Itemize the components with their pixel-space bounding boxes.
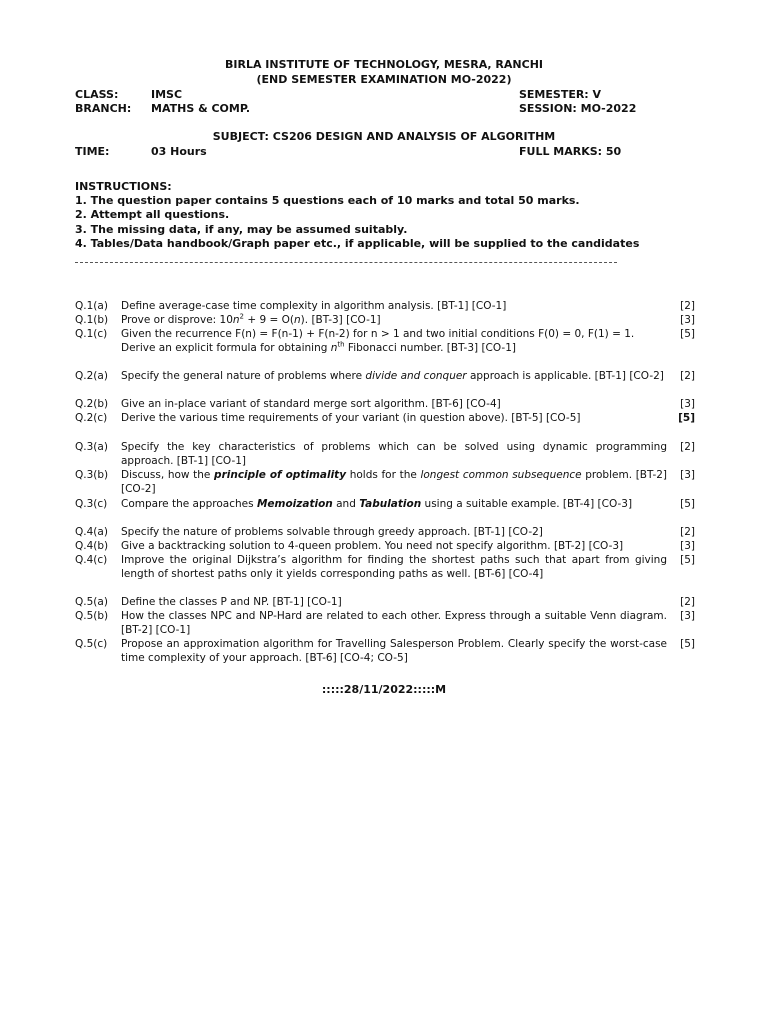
instructions-title: INSTRUCTIONS: bbox=[75, 180, 172, 193]
question-text: Specify the general nature of problems where divide and conquer approach is applicable. [BT-1] [CO-2] bbox=[121, 370, 664, 382]
question-number: Q.4(b) bbox=[75, 540, 109, 552]
question-number: Q.5(b) bbox=[75, 610, 109, 622]
question-marks: [3] bbox=[680, 540, 695, 552]
divider-line bbox=[75, 262, 617, 263]
question-text: Specify the key characteristics of problems which can be solved using dynamic programming approach. [BT-1] [CO-1] bbox=[121, 441, 667, 467]
instruction-item: 4. Tables/Data handbook/Graph paper etc., if applicable, will be supplied to the candidates bbox=[75, 236, 640, 250]
question-text: Improve the original Dijkstra’s algorithm for finding the shortest paths such that apart from giving length of shortest paths only it yields corresponding paths as well. [BT-6] [CO-4] bbox=[121, 554, 667, 580]
full-marks: FULL MARKS: 50 bbox=[519, 145, 622, 158]
question-2a bbox=[75, 369, 695, 383]
question-text: Give a backtracking solution to 4-queen problem. You need not specify algorithm. [BT-2] [CO-3] bbox=[121, 540, 624, 552]
class-label: CLASS: bbox=[75, 88, 119, 101]
question-3a bbox=[75, 440, 695, 468]
question-number: Q.3(c) bbox=[75, 498, 108, 510]
question-3b bbox=[75, 468, 695, 496]
question-marks: [3] bbox=[680, 610, 695, 622]
question-text: Prove or disprove: $10n^2 + 9 = O(n)$. [BT-3] [CO-1] bbox=[121, 312, 381, 326]
question-number: Q.3(a) bbox=[75, 441, 108, 453]
question-text: Define average-case time complexity in algorithm analysis. [BT-1] [CO-1] bbox=[121, 300, 507, 312]
question-3c bbox=[75, 497, 695, 511]
question-text: Define the classes P and NP. [BT-1] [CO-1] bbox=[121, 596, 342, 608]
question-number: Q.5(a) bbox=[75, 596, 108, 608]
question-marks: [5] bbox=[678, 412, 695, 424]
question-text: How the classes NPC and NP-Hard are related to each other. Express through a suitable Venn diagram. [BT-2] [CO-1] bbox=[121, 610, 667, 636]
question-number: Q.1(a) bbox=[75, 300, 108, 312]
instruction-item: 2. Attempt all questions. bbox=[75, 208, 230, 222]
instructions bbox=[75, 180, 639, 251]
question-4b bbox=[75, 539, 695, 553]
question-number: Q.3(b) bbox=[75, 469, 109, 481]
time-value: 03 Hours bbox=[151, 145, 207, 158]
question-text: Propose an approximation algorithm for Travelling Salesperson Problem. Clearly specify the worst-case time complexity of your approach. [BT-6] [CO-4; CO-5] bbox=[121, 638, 667, 664]
question-marks: [2] bbox=[680, 526, 695, 538]
question-text: Compare the approaches Memoization and Tabulation using a suitable example. [BT-4] [CO-3] bbox=[121, 498, 633, 510]
question-1a bbox=[75, 299, 695, 313]
question-2c bbox=[75, 411, 695, 425]
footer-date: :::::28/11/2022:::::M bbox=[321, 683, 447, 696]
question-marks: [5] bbox=[680, 638, 695, 650]
question-number: Q.2(a) bbox=[75, 370, 108, 382]
class-value: IMSC bbox=[151, 88, 183, 101]
question-number: Q.2(c) bbox=[75, 412, 108, 424]
question-number: Q.1(b) bbox=[75, 314, 109, 326]
question-marks: [2] bbox=[680, 596, 695, 608]
question-marks: [2] bbox=[680, 370, 695, 382]
question-number: Q.2(b) bbox=[75, 398, 109, 410]
question-number: Q.4(a) bbox=[75, 526, 108, 538]
question-1c bbox=[75, 327, 695, 355]
session: SESSION: MO-2022 bbox=[519, 102, 637, 115]
branch-label: BRANCH: bbox=[75, 102, 132, 115]
question-number: Q.4(c) bbox=[75, 554, 108, 566]
branch-value: MATHS & COMP. bbox=[151, 102, 251, 115]
question-marks: [3] bbox=[680, 469, 695, 481]
question-2b bbox=[75, 397, 695, 411]
subject: SUBJECT: CS206 DESIGN AND ANALYSIS OF ALGORITHM bbox=[212, 130, 556, 143]
question-marks: [2] bbox=[680, 441, 695, 453]
question-5c bbox=[75, 637, 695, 665]
question-4c bbox=[75, 553, 695, 581]
question-marks: [5] bbox=[680, 554, 695, 566]
institute-name: BIRLA INSTITUTE OF TECHNOLOGY, MESRA, RANCHI bbox=[225, 58, 543, 71]
question-5a bbox=[75, 595, 695, 609]
question-marks: [3] bbox=[680, 398, 695, 410]
question-text: Specify the nature of problems solvable through greedy approach. [BT-1] [CO-2] bbox=[121, 526, 543, 538]
question-text: Give an in-place variant of standard merge sort algorithm. [BT-6] [CO-4] bbox=[121, 398, 501, 410]
question-text: Derive the various time requirements of your variant (in question above). [BT-5] [CO-5] bbox=[121, 412, 581, 424]
question-text: Given the recurrence F(n) = F(n-1) + F(n-2) for n > 1 and two initial conditions F(0) = 0, F(1) = 1. Derive an explicit formula for obtaining $n^{th}$ Fibonacci number. [BT-3] [CO-1] bbox=[121, 328, 635, 354]
question-text: Discuss, how the principle of optimality holds for the longest common subsequence problem. [BT-2] [CO-2] bbox=[121, 469, 668, 495]
question-marks: [3] bbox=[680, 314, 695, 326]
question-number: Q.1(c) bbox=[75, 328, 108, 340]
question-1b bbox=[75, 313, 695, 327]
question-number: Q.5(c) bbox=[75, 638, 108, 650]
question-marks: [5] bbox=[680, 498, 695, 510]
semester: SEMESTER: V bbox=[519, 88, 602, 101]
instruction-item: 1. The question paper contains 5 questions each of 10 marks and total 50 marks. bbox=[75, 194, 580, 208]
instruction-item: 3. The missing data, if any, may be assumed suitably. bbox=[75, 222, 408, 236]
exam-title: (END SEMESTER EXAMINATION MO-2022) bbox=[256, 73, 512, 86]
question-4a bbox=[75, 525, 695, 539]
question-marks: [2] bbox=[680, 300, 695, 312]
question-5b bbox=[75, 609, 695, 637]
question-marks: [5] bbox=[680, 328, 695, 340]
time-label: TIME: bbox=[75, 145, 110, 158]
